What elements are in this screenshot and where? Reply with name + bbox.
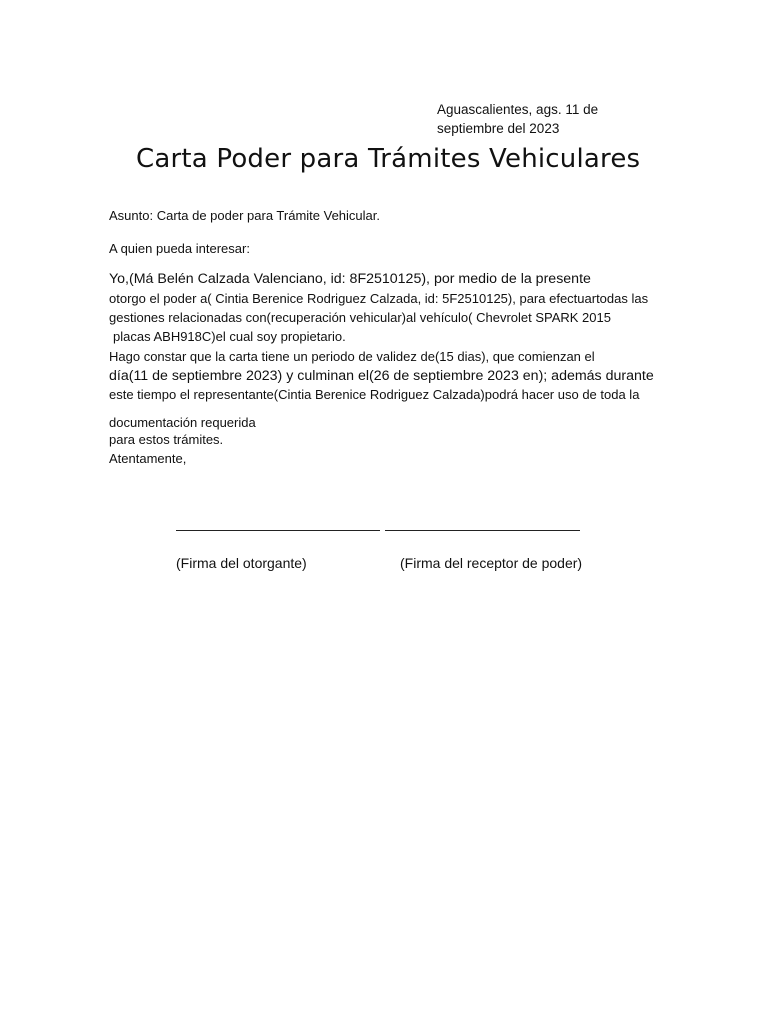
grantor-signature-line: [176, 530, 380, 531]
body-line-2: otorgo el poder a( Cintia Berenice Rodriguez Calzada, id: 5F2510125), para efectuartodas las: [109, 291, 649, 306]
closing-line: Atentamente,: [109, 451, 187, 466]
body-line-6: día(11 de septiembre 2023) y culminan el(26 de septiembre 2023 en); además durante: [109, 368, 654, 384]
body-line-1: Yo,(Má Belén Calzada Valenciano, id: 8F2510125), por medio de la presente: [109, 271, 591, 287]
date-line-2: septiembre del 2023: [437, 121, 560, 136]
body-line-8: documentación requerida: [109, 415, 256, 430]
receiver-signature-line: [385, 530, 580, 531]
body-line-9: para estos trámites.: [109, 432, 224, 447]
date-line-1: Aguascalientes, ags. 11 de: [437, 102, 599, 117]
document-title: Carta Poder para Trámites Vehiculares: [136, 144, 641, 174]
body-line-3: gestiones relacionadas con(recuperación vehicular)al vehículo( Chevrolet SPARK 2015: [109, 310, 611, 325]
subject-line: Asunto: Carta de poder para Trámite Vehicular.: [109, 208, 380, 223]
body-line-7: este tiempo el representante(Cintia Berenice Rodriguez Calzada)podrá hacer uso de toda la: [109, 387, 640, 402]
grantor-signature-label: (Firma del otorgante): [176, 555, 307, 571]
receiver-signature-label: (Firma del receptor de poder): [400, 555, 583, 571]
body-line-5: Hago constar que la carta tiene un periodo de validez de(15 dias), que comienzan el: [109, 349, 595, 364]
greeting-line: A quien pueda interesar:: [109, 241, 250, 256]
body-line-4: placas ABH918C)el cual soy propietario.: [113, 329, 346, 344]
